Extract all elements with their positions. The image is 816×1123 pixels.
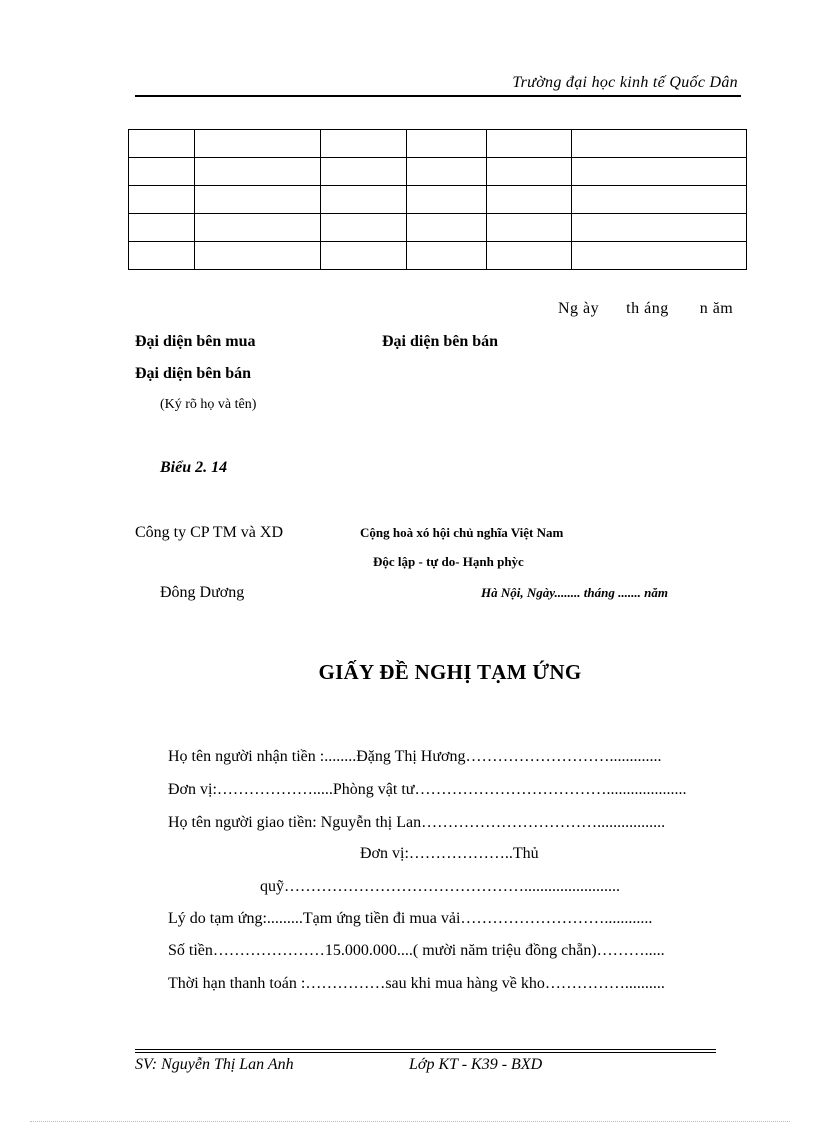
buyer-representative: Đại diện bên mua bbox=[135, 333, 256, 350]
field-giver-unit: Đơn vị:………………..Thủ bbox=[360, 845, 539, 862]
place-date: Hà Nội, Ngày........ tháng ....... năm bbox=[481, 585, 668, 600]
republic-name: Cộng hoà xó hội chủ nghĩa Việt Nam bbox=[360, 525, 564, 540]
table-cell bbox=[195, 130, 321, 158]
table-cell bbox=[195, 242, 321, 270]
footer-class: Lớp KT - K39 - BXD bbox=[409, 1056, 543, 1073]
field-payment-term: Thời hạn thanh toán :……………sau khi mua hàng về kho…………….......... bbox=[168, 975, 665, 992]
footer-divider-2 bbox=[135, 1052, 716, 1053]
table-cell bbox=[407, 158, 487, 186]
page-edge-dots bbox=[30, 1121, 790, 1122]
table-cell bbox=[129, 130, 195, 158]
table-cell bbox=[487, 158, 572, 186]
field-unit: Đơn vị:……………….....Phòng vật tư……………………………….................... bbox=[168, 781, 687, 798]
table-cell bbox=[572, 214, 747, 242]
table-cell bbox=[407, 214, 487, 242]
table-cell bbox=[129, 242, 195, 270]
field-amount: Số tiền…………………15.000.000....( mười năm triệu đồng chẵn)………..... bbox=[168, 942, 665, 959]
field-recipient: Họ tên người nhận tiền :........Đặng Thị Hương………………………............. bbox=[168, 748, 662, 765]
table-cell bbox=[321, 214, 407, 242]
header-school-name: Trường đại học kinh tế Quốc Dân bbox=[512, 74, 738, 91]
date-year-label: n ăm bbox=[699, 300, 734, 317]
footer-student: SV: Nguyễn Thị Lan Anh bbox=[135, 1056, 294, 1073]
table-cell bbox=[487, 186, 572, 214]
footer-divider bbox=[135, 1049, 716, 1050]
table-cell bbox=[572, 158, 747, 186]
national-motto: Độc lập - tự do- Hạnh phỳc bbox=[373, 554, 524, 569]
table-cell bbox=[572, 186, 747, 214]
table-cell bbox=[195, 186, 321, 214]
table-cell bbox=[487, 214, 572, 242]
table-cell bbox=[487, 242, 572, 270]
table-cell bbox=[407, 130, 487, 158]
table-cell bbox=[487, 130, 572, 158]
table-cell bbox=[321, 158, 407, 186]
table-cell bbox=[195, 158, 321, 186]
field-giver-unit-cont: quỹ………………………………………........................ bbox=[260, 878, 620, 895]
table-row bbox=[129, 158, 747, 186]
header-divider bbox=[135, 95, 741, 97]
table-cell bbox=[129, 186, 195, 214]
table-cell bbox=[572, 130, 747, 158]
signature-date bbox=[558, 300, 733, 318]
table-row bbox=[129, 130, 747, 158]
seller-representative-2: Đại diện bên bán bbox=[135, 365, 252, 382]
company-name-line2: Đông Dương bbox=[160, 584, 245, 601]
form-code: Biểu 2. 14 bbox=[160, 459, 228, 476]
field-giver: Họ tên người giao tiền: Nguyễn thị Lan……………………………................. bbox=[168, 814, 666, 831]
table-row bbox=[129, 242, 747, 270]
table-cell bbox=[321, 130, 407, 158]
table-cell bbox=[129, 214, 195, 242]
table-cell bbox=[321, 186, 407, 214]
date-month-label: th áng bbox=[626, 300, 669, 317]
table-cell bbox=[407, 186, 487, 214]
table-row bbox=[129, 186, 747, 214]
table-row bbox=[129, 214, 747, 242]
document-title: GIẤY ĐỀ NGHỊ TẠM ỨNG bbox=[318, 660, 582, 684]
sign-note: (Ký rõ họ và tên) bbox=[160, 397, 257, 412]
date-day-label: Ng ày bbox=[558, 300, 600, 317]
table-cell bbox=[572, 242, 747, 270]
goods-table bbox=[128, 129, 747, 270]
field-reason: Lý do tạm ứng:.........Tạm ứng tiền đi mua vải………………………............ bbox=[168, 910, 653, 927]
table-cell bbox=[321, 242, 407, 270]
table-cell bbox=[407, 242, 487, 270]
seller-representative: Đại diện bên bán bbox=[382, 333, 499, 350]
table-cell bbox=[195, 214, 321, 242]
table-cell bbox=[129, 158, 195, 186]
company-name-line1: Công ty CP TM và XD bbox=[135, 524, 284, 541]
